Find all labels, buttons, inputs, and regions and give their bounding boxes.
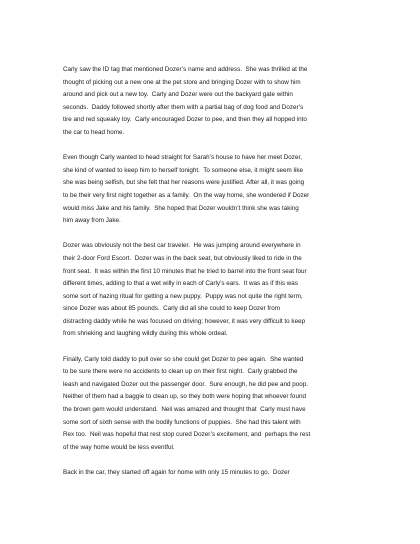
paragraph-5 xyxy=(63,467,363,480)
text-line: around and pick out a new toy. Carly and Dozer were out the backyard gate within xyxy=(63,91,293,99)
text-line: some sort of hazing ritual for getting a new puppy. Puppy was not quite the right term, xyxy=(63,292,303,300)
text-line: to be sure there were no accidents to clean up on their first night. Carly grabbed the xyxy=(63,368,298,376)
text-line: the car to head home. xyxy=(63,128,125,136)
text-line: from shrieking and laughing wildly during this whole ordeal. xyxy=(63,330,228,338)
text-line: Even though Carly wanted to head straight for Sarah’s house to have her meet Dozer, xyxy=(63,154,302,162)
text-line: seconds. Daddy followed shortly after them with a partial bag of dog food and Dozer’s xyxy=(63,103,304,111)
text-line: front seat. It was within the first 10 minutes that he tried to barrel into the front seat four xyxy=(63,267,307,275)
text-line: some sort of sixth sense with the bodily functions of puppies. She had this talent with xyxy=(63,418,301,426)
text-line: Neither of them had a baggie to clean up, so they both were hoping that whoever found xyxy=(63,393,306,401)
text-line: leash and navigated Dozer out the passenger door. Sure enough, he did pee and poop. xyxy=(63,380,309,388)
text-line: Carly saw the ID tag that mentioned Dozer’s name and address. She was thrilled at the xyxy=(63,66,308,73)
document-body xyxy=(63,64,363,492)
paragraph-4 xyxy=(63,354,363,455)
text-line: different times, adding to that a wet willy in each of Carly’s ears. It was as if this was xyxy=(63,280,298,288)
text-line: their 2-door Ford Escort. Dozer was in the back seat, but obviously liked to ride in the xyxy=(63,254,302,262)
text-line: tire and red squeaky toy. Carly encouraged Dozer to pee, and then they all hopped into xyxy=(63,116,307,124)
text-line: of the way home would be less eventful. xyxy=(63,443,175,451)
text-line: Back in the car, they started off again for home with only 15 minutes to go. Dozer xyxy=(63,469,290,476)
text-line: the brown gem would understand. Neil was amazed and thought that Carly must have xyxy=(63,406,306,414)
text-line: Rex too. Neil was hopeful that rest stop cured Dozer’s excitement, and perhaps the rest xyxy=(63,431,311,439)
text-line: Dozer was obviously not the best car traveler. He was jumping around everywhere in xyxy=(63,242,301,250)
text-line: would miss Jake and his family. She hoped that Dozer wouldn’t think she was taking xyxy=(63,204,299,212)
paragraph-3 xyxy=(63,240,363,341)
text-line: Finally, Carly told daddy to pull over so she could get Dozer to pee again. She wanted xyxy=(63,355,304,363)
text-line: distracting daddy while he was focused on driving; however, it was very difficult to keep xyxy=(63,317,306,325)
text-line: him away from Jake. xyxy=(63,217,121,225)
text-line: to be their very first night together as a family. On the way home, she wondered if Dozer xyxy=(63,191,310,199)
text-line: thought of picking out a new one at the pet store and bringing Dozer with to show him xyxy=(63,78,301,86)
text-line: she kind of wanted to keep him to herself tonight. To someone else, it might seem like xyxy=(63,166,303,174)
text-line: since Dozer was about 85 pounds. Carly did all she could to keep Dozer from xyxy=(63,305,281,313)
text-line: she was being selfish, but she felt that her reasons were justified. After all, it was going xyxy=(63,179,305,187)
paragraph-2 xyxy=(63,152,363,228)
paragraph-1 xyxy=(63,64,363,140)
